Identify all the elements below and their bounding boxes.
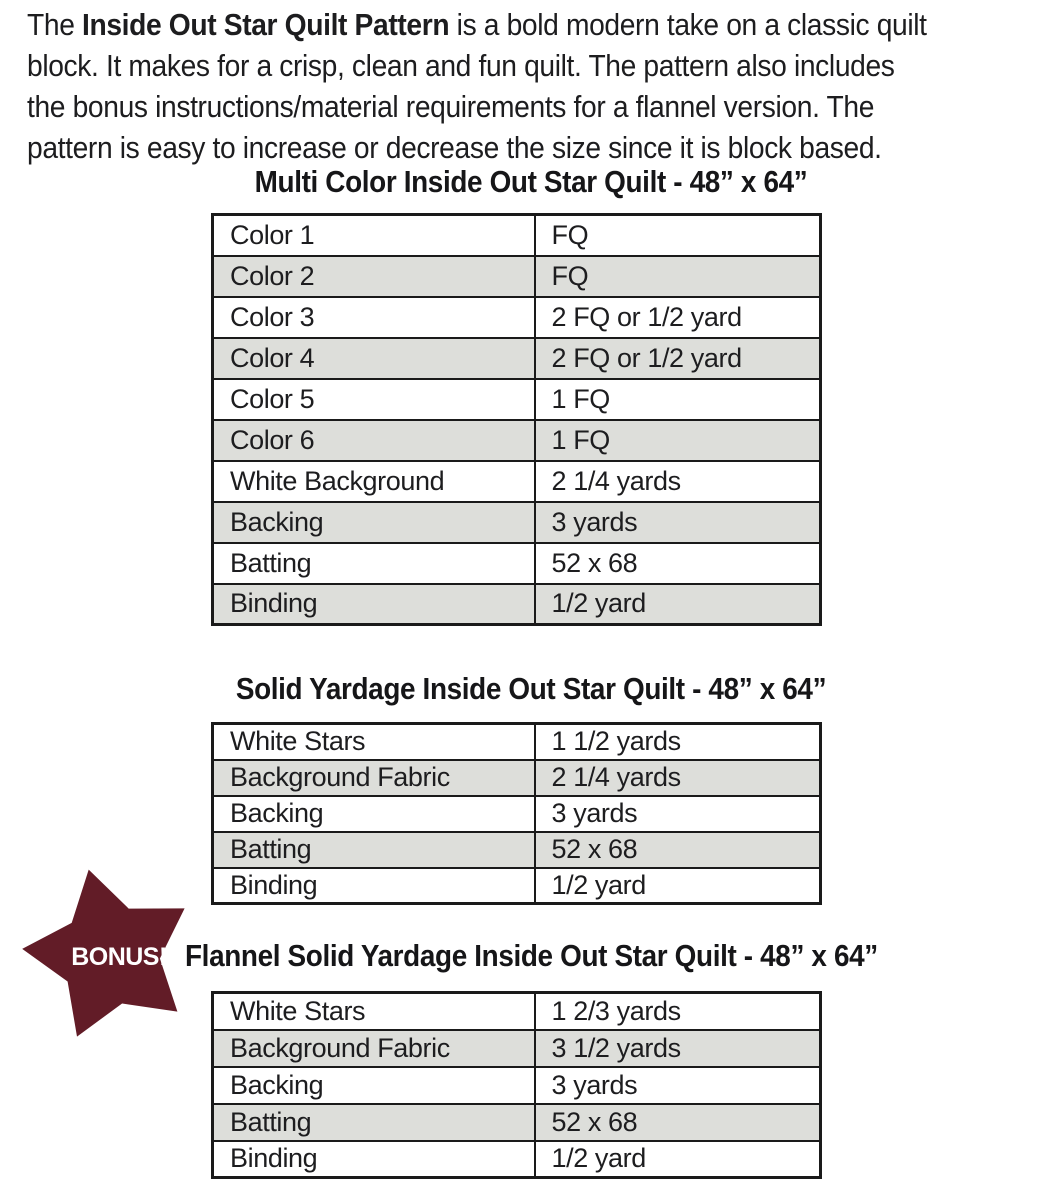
intro-line: the bonus instructions/material requirements for a flannel version. The <box>27 89 875 124</box>
quantity-cell: 1 2/3 yards <box>535 993 821 1030</box>
table-row <box>213 338 821 379</box>
intro-text: is a bold modern take on a classic quilt <box>449 7 927 42</box>
material-cell: White Stars <box>213 993 535 1030</box>
table-row <box>213 1067 821 1104</box>
table-row <box>213 461 821 502</box>
table-row <box>213 868 821 904</box>
quantity-cell: 3 yards <box>535 502 821 543</box>
table-row <box>213 832 821 868</box>
intro-line: pattern is easy to increase or decrease the size since it is block based. <box>27 130 882 165</box>
table-row <box>213 420 821 461</box>
heading-multi-color: Multi Color Inside Out Star Quilt - 48” x 64” <box>254 164 808 199</box>
pattern-name-bold: Inside Out Star Quilt Pattern <box>81 7 450 42</box>
table-row <box>213 502 821 543</box>
table-row <box>213 1104 821 1141</box>
material-cell: Color 5 <box>213 379 535 420</box>
quantity-cell: 52 x 68 <box>535 543 821 584</box>
table-row <box>213 584 821 625</box>
table-row <box>213 724 821 760</box>
quantity-cell: 1 FQ <box>535 420 821 461</box>
intro-paragraph <box>27 4 927 168</box>
quantity-cell: 3 1/2 yards <box>535 1030 821 1067</box>
intro-line: block. It makes for a crisp, clean and fun quilt. The pattern also includes <box>27 48 895 83</box>
quantity-cell: 2 FQ or 1/2 yard <box>535 338 821 379</box>
solid-yardage-materials-table <box>211 722 822 905</box>
material-cell: Background Fabric <box>213 1030 535 1067</box>
intro-line <box>27 4 927 45</box>
quantity-cell: 1/2 yard <box>535 584 821 625</box>
table-row <box>213 796 821 832</box>
quantity-cell: 2 1/4 yards <box>535 461 821 502</box>
material-cell: Backing <box>213 502 535 543</box>
material-cell: Color 4 <box>213 338 535 379</box>
table-row <box>213 760 821 796</box>
material-cell: Binding <box>213 868 535 904</box>
material-cell: Color 1 <box>213 215 535 256</box>
quantity-cell: 1/2 yard <box>535 868 821 904</box>
quantity-cell: 3 yards <box>535 1067 821 1104</box>
table-row <box>213 215 821 256</box>
table-row <box>213 1141 821 1178</box>
table-row <box>213 379 821 420</box>
quantity-cell: 1/2 yard <box>535 1141 821 1178</box>
table-row <box>213 1030 821 1067</box>
material-cell: Batting <box>213 1104 535 1141</box>
quantity-cell: FQ <box>535 256 821 297</box>
quantity-cell: FQ <box>535 215 821 256</box>
material-cell: Backing <box>213 1067 535 1104</box>
quantity-cell: 52 x 68 <box>535 1104 821 1141</box>
quantity-cell: 2 FQ or 1/2 yard <box>535 297 821 338</box>
material-cell: White Background <box>213 461 535 502</box>
material-cell: Color 2 <box>213 256 535 297</box>
material-cell: Background Fabric <box>213 760 535 796</box>
material-cell: Batting <box>213 543 535 584</box>
heading-solid-yardage: Solid Yardage Inside Out Star Quilt - 48” x 64” <box>235 671 827 706</box>
material-cell: Color 3 <box>213 297 535 338</box>
material-cell: White Stars <box>213 724 535 760</box>
quantity-cell: 1 1/2 yards <box>535 724 821 760</box>
quantity-cell: 2 1/4 yards <box>535 760 821 796</box>
material-cell: Color 6 <box>213 420 535 461</box>
multi-color-materials-table <box>211 213 822 626</box>
material-cell: Batting <box>213 832 535 868</box>
table-row <box>213 256 821 297</box>
quantity-cell: 3 yards <box>535 796 821 832</box>
quantity-cell: 52 x 68 <box>535 832 821 868</box>
material-cell: Backing <box>213 796 535 832</box>
flannel-materials-table <box>211 991 822 1179</box>
table-row <box>213 297 821 338</box>
table-row <box>213 543 821 584</box>
material-cell: Binding <box>213 1141 535 1178</box>
material-cell: Binding <box>213 584 535 625</box>
intro-text: The <box>27 7 82 42</box>
heading-flannel-solid-yardage: Flannel Solid Yardage Inside Out Star Quilt - 48” x 64” <box>185 938 878 973</box>
bonus-label: BONUS! <box>71 943 167 971</box>
table-row <box>213 993 821 1030</box>
quantity-cell: 1 FQ <box>535 379 821 420</box>
